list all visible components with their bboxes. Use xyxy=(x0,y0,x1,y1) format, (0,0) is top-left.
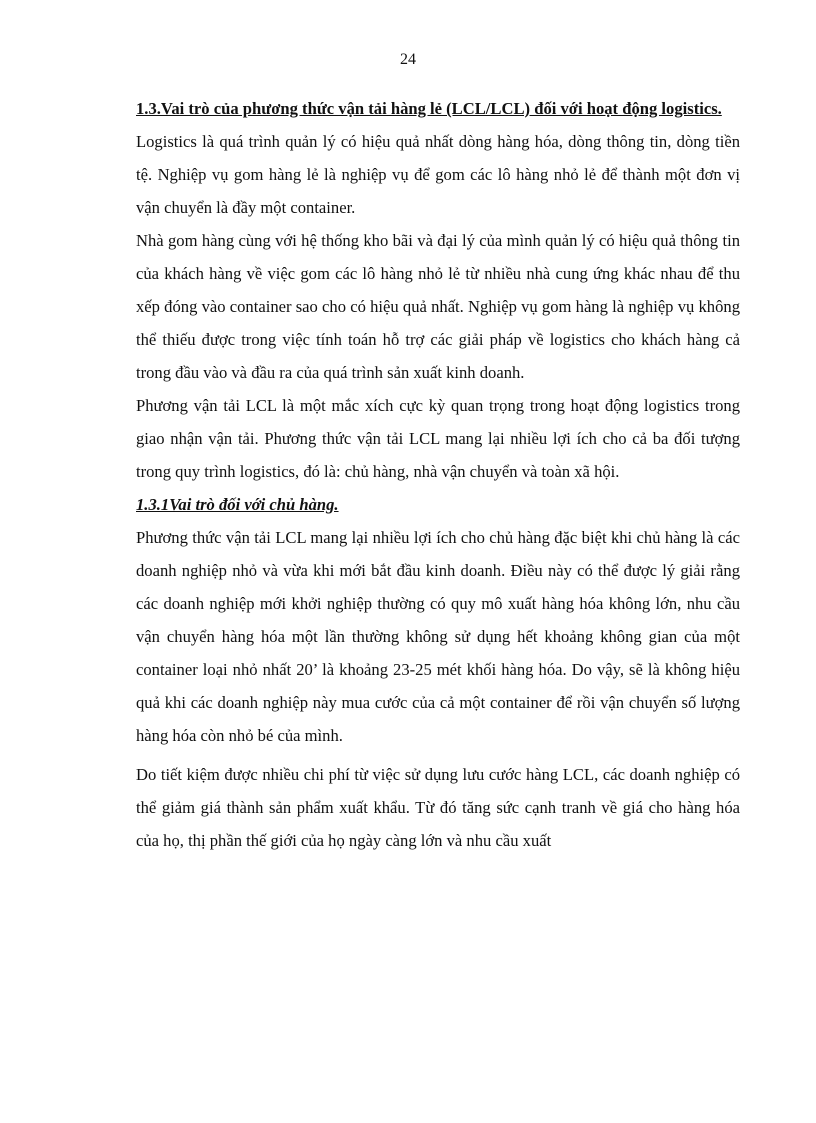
document-body xyxy=(136,92,740,857)
paragraph: Do tiết kiệm được nhiều chi phí từ việc sử dụng lưu cước hàng LCL, các doanh nghiệp có thể giảm giá thành sản phẩm xuất khẩu. Từ đó tăng sức cạnh tranh về giá cho hàng hóa của họ, thị phần thế giới của họ ngày càng lớn và nhu cầu xuất xyxy=(136,765,740,850)
paragraph: Phương vận tải LCL là một mắc xích cực kỳ quan trọng trong hoạt động logistics trong giao nhận vận tải. Phương thức vận tải LCL mang lại nhiều lợi ích cho cả ba đối tượng trong quy trình logistics, đó là: chủ hàng, nhà vận chuyển và toàn xã hội. xyxy=(136,396,740,481)
paragraph: Phương thức vận tải LCL mang lại nhiều lợi ích cho chủ hàng đặc biệt khi chủ hàng là các doanh nghiệp nhỏ và vừa khi mới bắt đầu kinh doanh. Điều này có thể được lý giải rằng các doanh nghiệp mới khởi nghiệp thường có quy mô xuất hàng hóa không lớn, nhu cầu vận chuyển hàng hóa một lần thường không sử dụng hết khoảng không gian của một container loại nhỏ nhất 20’ là khoảng 23-25 mét khối hàng hóa. Do vậy, sẽ là không hiệu quả khi các doanh nghiệp này mua cước của cả một container để rồi vận chuyển số lượng hàng hóa còn nhỏ bé của mình. xyxy=(136,528,740,745)
page-number: 24 xyxy=(400,51,416,68)
paragraph: Logistics là quá trình quản lý có hiệu quả nhất dòng hàng hóa, dòng thông tin, dòng tiền tệ. Nghiệp vụ gom hàng lẻ là nghiệp vụ để gom các lô hàng nhỏ lẻ để thành một đơn vị vận chuyển là đầy một container. xyxy=(136,132,740,217)
paragraph: Nhà gom hàng cùng với hệ thống kho bãi và đại lý của mình quản lý có hiệu quả thông tin của khách hàng về việc gom các lô hàng nhỏ lẻ từ nhiều nhà cung ứng khác nhau để thu xếp đóng vào container sao cho có hiệu quả nhất. Nghiệp vụ gom hàng là nghiệp vụ không thể thiếu được trong việc tính toán hỗ trợ các giải pháp về logistics cho khách hàng cả trong đầu vào và đầu ra của quá trình sản xuất kinh doanh. xyxy=(136,231,740,382)
section-heading: 1.3.Vai trò của phương thức vận tải hàng lẻ (LCL/LCL) đối với hoạt động logistics. xyxy=(136,99,722,118)
subsection-heading: 1.3.1Vai trò đối với chủ hàng. xyxy=(136,495,339,514)
